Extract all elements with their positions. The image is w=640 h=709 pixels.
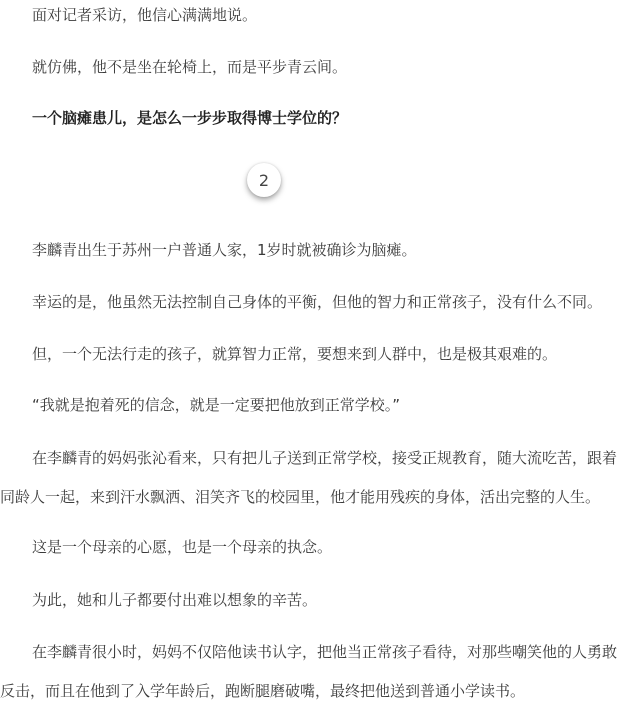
paragraph: 这是一个母亲的心愿，也是一个母亲的执念。 xyxy=(32,538,333,556)
paragraph: 幸运的是，他虽然无法控制自己身体的平衡，但他的智力和正常孩子，没有什么不同。 xyxy=(32,293,603,311)
paragraph-line: 在李麟青很小时，妈妈不仅陪他读书认字，把他当正常孩子看待，对那些嘲笑他的人勇敢 xyxy=(32,643,618,661)
paragraph: 面对记者采访，他信心满满地说。 xyxy=(32,6,258,24)
section-number-badge: 2 xyxy=(247,163,281,197)
paragraph-line: 反击，而且在他到了入学年龄后，跑断腿磨破嘴，最终把他送到普通小学读书。 xyxy=(0,682,526,700)
section-heading: 一个脑瘫患儿，是怎么一步步取得博士学位的？ xyxy=(32,109,348,127)
paragraph-line: 在李麟青的妈妈张沁看来，只有把儿子送到正常学校，接受正规教育，随大流吃苦，跟着 xyxy=(32,449,618,467)
paragraph: 李麟青出生于苏州一户普通人家，1岁时就被确诊为脑瘫。 xyxy=(32,241,417,259)
paragraph: 为此，她和儿子都要付出难以想象的辛苦。 xyxy=(32,591,318,609)
paragraph: 但，一个无法行走的孩子，就算智力正常，要想来到人群中，也是极其艰难的。 xyxy=(32,345,558,363)
paragraph-line: 同龄人一起，来到汗水飘洒、泪笑齐飞的校园里，他才能用残疾的身体，活出完整的人生。 xyxy=(0,488,601,506)
quote-paragraph: “我就是抱着死的信念，就是一定要把他放到正常学校。” xyxy=(32,396,401,414)
paragraph: 就仿佛，他不是坐在轮椅上，而是平步青云间。 xyxy=(32,58,348,76)
